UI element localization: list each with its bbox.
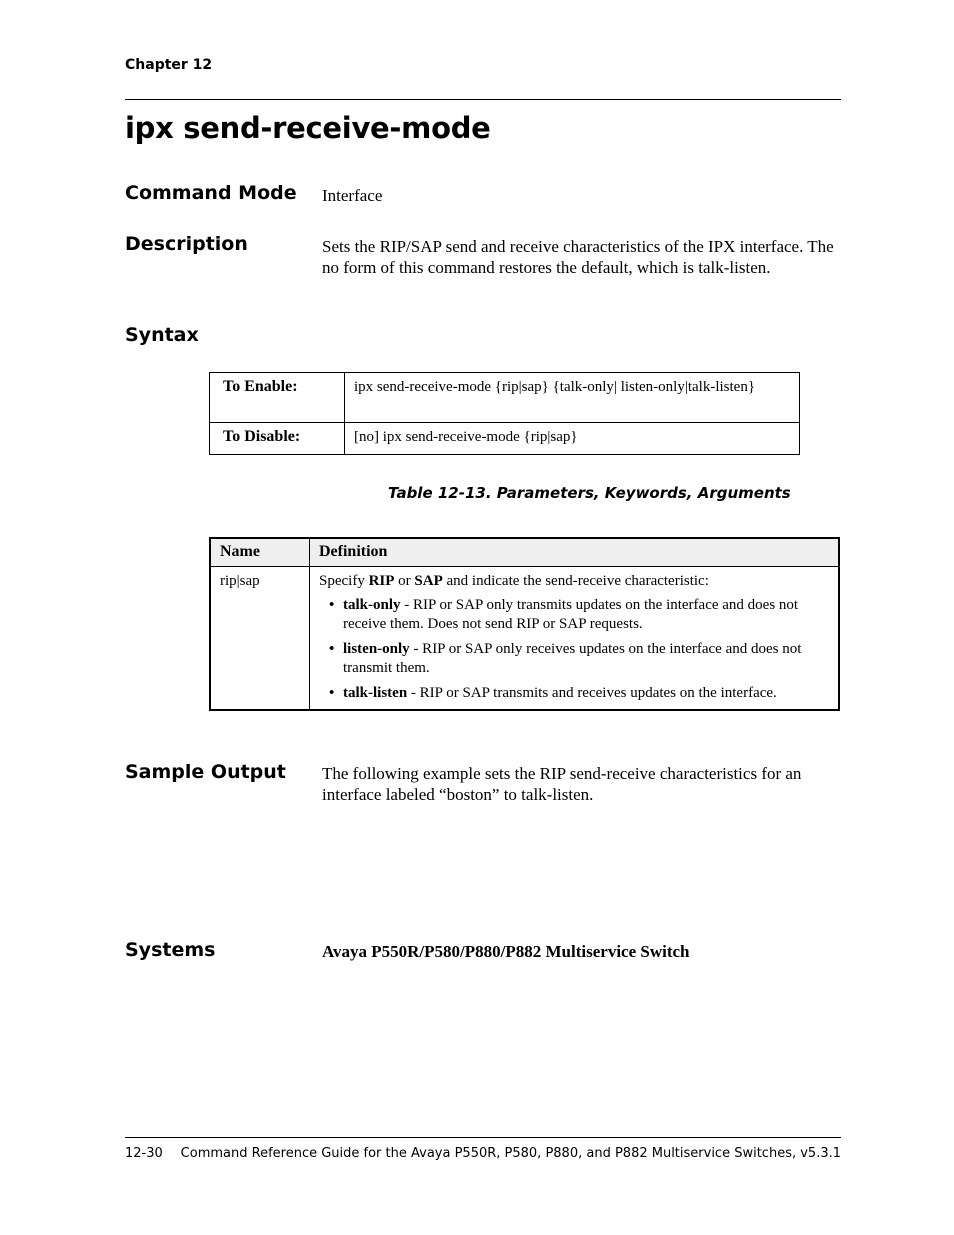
description-text: Sets the RIP/SAP send and receive characteristics of the IPX interface. The no form of this command restores the default, which is talk-listen.	[322, 237, 834, 277]
page-title: ipx send-receive-mode	[125, 111, 491, 145]
characteristic-list	[319, 596, 829, 703]
parameters-table	[209, 537, 840, 711]
table-caption: Table 12-13. Parameters, Keywords, Arguments	[388, 484, 791, 502]
column-header-name: Name	[210, 538, 310, 567]
command-mode-value: Interface	[322, 186, 383, 205]
enable-label: To Enable:	[210, 373, 345, 423]
page-number: 12-30	[125, 1146, 163, 1161]
bullet-term: listen-only	[343, 641, 410, 657]
param-definition	[310, 567, 840, 711]
footer-guide-title: Command Reference Guide for the Avaya P550R, P580, P880, and P882 Multiservice Switches, v5.3.1	[180, 1146, 841, 1161]
list-item	[329, 596, 829, 634]
systems-heading: Systems	[125, 939, 216, 961]
enable-command: ipx send-receive-mode {rip|sap} {talk-only| listen-only|talk-listen}	[345, 373, 800, 423]
bullet-icon: •	[329, 641, 335, 657]
column-header-definition: Definition	[310, 538, 840, 567]
list-item	[329, 684, 829, 703]
disable-label: To Disable:	[210, 423, 345, 455]
systems-value: Avaya P550R/P580/P880/P882 Multiservice Switch	[322, 942, 690, 961]
syntax-heading: Syntax	[125, 324, 199, 346]
footer-divider	[125, 1137, 841, 1138]
syntax-row-enable	[210, 373, 800, 423]
header-divider	[125, 99, 841, 100]
intro-text: and indicate the send-receive characteristic:	[442, 573, 709, 589]
disable-command: [no] ipx send-receive-mode {rip|sap}	[345, 423, 800, 455]
bullet-term: talk-listen	[343, 685, 408, 701]
param-name: rip|sap	[210, 567, 310, 711]
bullet-text: - RIP or SAP only transmits updates on the interface and does not receive them. Does not send RIP or SAP requests.	[343, 597, 799, 632]
bullet-text: - RIP or SAP transmits and receives updates on the interface.	[407, 685, 777, 701]
bullet-icon: •	[329, 685, 335, 701]
syntax-row-disable	[210, 423, 800, 455]
sample-output-text: The following example sets the RIP send-receive characteristics for an interface labeled “boston” to talk-listen.	[322, 764, 802, 804]
command-mode-heading: Command Mode	[125, 182, 297, 204]
intro-text: Specify	[319, 573, 369, 589]
bullet-icon: •	[329, 597, 335, 613]
chapter-label: Chapter 12	[125, 57, 213, 73]
intro-keyword-sap: SAP	[414, 573, 443, 589]
intro-text: or	[394, 573, 415, 589]
definition-intro	[319, 572, 829, 591]
list-item	[329, 640, 829, 678]
bullet-text: - RIP or SAP only receives updates on the interface and does not transmit them.	[343, 641, 802, 676]
description-heading: Description	[125, 233, 248, 255]
table-row	[210, 567, 839, 711]
bullet-term: talk-only	[343, 597, 401, 613]
sample-output-heading: Sample Output	[125, 761, 286, 783]
intro-keyword-rip: RIP	[368, 573, 395, 589]
parameters-header-row	[210, 538, 839, 567]
syntax-table	[209, 372, 800, 455]
